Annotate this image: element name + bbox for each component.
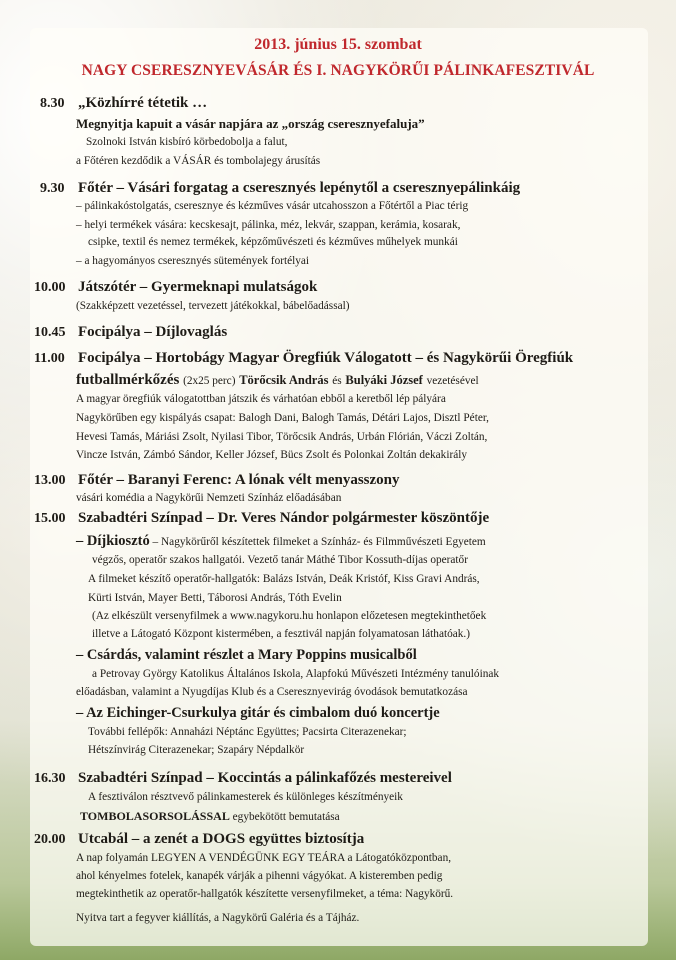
program-text: egybekötött bemutatása xyxy=(232,811,340,823)
program-text: – pálinkakóstolgatás, cseresznye és kézműves vásár utcahosszon a Főtértől a Piac térig xyxy=(76,200,469,212)
program-text: (Szakképzett vezetéssel, tervezett játékokkal, bábelőadással) xyxy=(76,300,350,312)
program-text: (Az elkészült versenyfilmek a www.nagykoru.hu honlapon előzetesen megtekinthetőek xyxy=(92,610,487,622)
program-heading: Utcabál – a zenét a DOGS együttes biztosítja xyxy=(78,831,365,847)
program-text: A filmeket készítő operatőr-hallgatók: Balázs István, Deák Kristóf, Kiss Gravi András, xyxy=(88,573,480,585)
program-text: A magyar öregfiúk válogatottban játszik és várhatóan ebből a keretből lép pályára xyxy=(76,393,446,405)
program-text: Hevesi Tamás, Máriási Zsolt, Nyilasi Tibor, Törőcsik András, Urbán Flórián, Váczi Zoltán, xyxy=(76,431,488,443)
program-heading: Focipálya – Hortobágy Magyar Öregfiúk Válogatott – és Nagykörűi Öregfiúk xyxy=(78,350,574,366)
raffle-line xyxy=(80,809,340,824)
program-text: – Nagykörűről készítettek filmeket a Színház- és Filmművészeti Egyetem xyxy=(152,536,486,548)
program-text: a Petrovay György Katolikus Általános Iskola, Alapfokú Művészeti Intézmény tanulóinak xyxy=(92,668,500,680)
program-text: A fesztiválon résztvevő pálinkamesterek és különleges készítményeik xyxy=(88,791,403,803)
conjunction: és xyxy=(332,375,342,387)
program-text: A nap folyamán LEGYEN A VENDÉGÜNK EGY TEÁRA a Látogatóközpontban, xyxy=(76,852,452,864)
program-heading: Szabadtéri Színpad – Dr. Veres Nándor polgármester köszöntője xyxy=(78,510,490,526)
program-text: végzős, operatőr szakos hallgatói. Vezető tanár Máthé Tibor Kossuth-díjas operatőr xyxy=(92,554,468,566)
awards-line xyxy=(76,533,486,550)
program-heading: Főtér – Vásári forgatag a cseresznyés lepénytől a cseresznyepálinkáig xyxy=(78,180,521,196)
program-heading: Játszótér – Gyermeknapi mulatságok xyxy=(78,279,318,295)
program-heading: Szabadtéri Színpad – Koccintás a pálinkafőzés mestereivel xyxy=(78,770,452,786)
program-text: Szolnoki István kisbíró körbedobolja a falut, xyxy=(86,136,288,148)
time-0930: 9.30 xyxy=(40,181,65,196)
program-text: Kürti István, Mayer Betti, Táborosi András, Tóth Evelin xyxy=(88,592,342,604)
program-heading-cont xyxy=(76,372,479,389)
time-1000: 10.00 xyxy=(34,280,66,295)
program-text: csipke, textil és nemez termékek, képzőművészeti és kézműves műhelyek munkái xyxy=(88,236,458,248)
program-text: a Főtéren kezdődik a VÁSÁR és tombolajegy árusítás xyxy=(76,155,321,167)
program-text: Nagykörűben egy kispályás csapat: Balogh Dani, Balogh Tamás, Détári Lajos, Disztl Péter, xyxy=(76,412,489,424)
program-text: Hétszínvirág Citerazenekar; Szapáry Népdalkör xyxy=(88,744,305,756)
time-1045: 10.45 xyxy=(34,325,66,340)
program-text: illetve a Látogató Központ kistermében, a fesztivál napján folyamatosan láthatóak.) xyxy=(92,628,470,640)
program-text: ahol kényelmes fotelek, kanapék várják a pihenni vágyókat. A kisteremben pedig xyxy=(76,870,443,882)
time-1100: 11.00 xyxy=(34,351,65,366)
program-text: További fellépők: Annaházi Néptánc Együttes; Pacsirta Citerazenekar; xyxy=(88,726,407,738)
program-subheading: Megnyitja kapuit a vásár napjára az „ország cseresznyefaluja” xyxy=(76,116,425,131)
lead-text: vezetésével xyxy=(426,375,479,387)
captain-1: Törőcsik András xyxy=(239,373,329,387)
time-0830: 8.30 xyxy=(40,96,65,111)
program-subheading: – Csárdás, valamint részlet a Mary Poppins musicalből xyxy=(76,647,417,663)
program-text: vásári komédia a Nagykörűi Nemzeti Színház előadásában xyxy=(76,492,342,504)
program-heading: Focipálya – Díjlovaglás xyxy=(78,324,228,340)
program-subheading: – Az Eichinger-Csurkulya gitár és cimbalom duó koncertje xyxy=(76,705,440,721)
time-2000: 20.00 xyxy=(34,832,66,847)
captain-2: Bulyáki József xyxy=(345,373,423,387)
program-text: – helyi termékek vására: kecskesajt, pálinka, méz, lekvár, szappan, kerámia, kosarak, xyxy=(76,219,461,231)
event-date: 2013. június 15. szombat xyxy=(254,36,422,53)
time-1300: 13.00 xyxy=(34,473,66,488)
time-1500: 15.00 xyxy=(34,511,66,526)
raffle-label: TOMBOLASORSOLÁSSAL xyxy=(80,809,230,823)
program-heading: „Közhírré tétetik … xyxy=(78,95,208,111)
match-title: futballmérkőzés xyxy=(76,372,180,388)
match-duration: (2x25 perc) xyxy=(183,375,236,387)
program-heading: Főtér – Baranyi Ferenc: A lónak vélt menyasszony xyxy=(78,472,400,488)
time-1630: 16.30 xyxy=(34,771,66,786)
program-text: megtekinthetik az operatőr-hallgatók készítette versenyfilmeket, a téma: Nagykörű. xyxy=(76,888,454,900)
program-text: előadásban, valamint a Nyugdíjas Klub és a Cseresznyevirág óvodások bemutatkozása xyxy=(76,686,468,698)
program-text: – a hagyományos cseresznyés sütemények fortélyai xyxy=(76,255,310,267)
program-text: Vincze István, Zámbó Sándor, Keller József, Bücs Zsolt és Polonkai Zoltán dekakirály xyxy=(76,449,468,461)
event-title: NAGY CSERESZNYEVÁSÁR ÉS I. NAGYKÖRŰI PÁLINKAFESZTIVÁL xyxy=(81,62,595,79)
awards-heading: – Díjkiosztó xyxy=(76,533,150,549)
program-text: Nyitva tart a fegyver kiállítás, a Nagykörű Galéria és a Tájház. xyxy=(76,912,360,924)
